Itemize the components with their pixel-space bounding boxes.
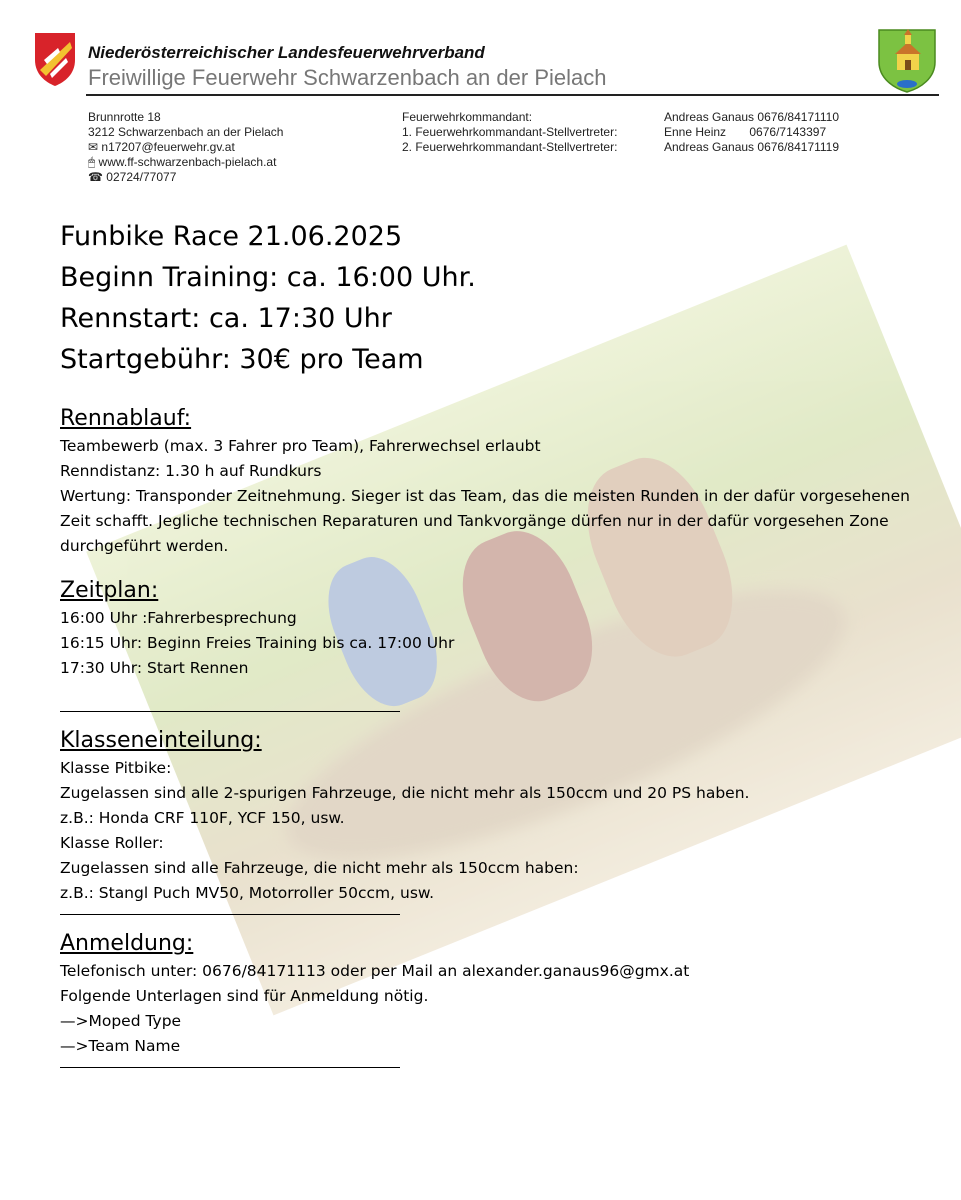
text-line: z.B.: Honda CRF 110F, YCF 150, usw.: [60, 809, 345, 827]
mouse-icon: 🖱: [88, 155, 96, 169]
header-divider: [86, 94, 939, 96]
town-coat-of-arms-icon: [877, 28, 937, 94]
training-time: Beginn Training: ca. 16:00 Uhr.: [60, 262, 476, 293]
section-heading: Klasseneinteilung:: [60, 728, 262, 753]
city: 3212 Schwarzenbach an der Pielach: [88, 125, 284, 139]
text-line: Klasse Roller:: [60, 834, 164, 852]
contact-persons: [664, 110, 839, 155]
person: Enne Heinz 0676/7143397: [664, 125, 827, 139]
role: 1. Feuerwehrkommandant-Stellvertreter:: [402, 125, 618, 139]
street: Brunnrotte 18: [88, 110, 161, 124]
phone: 02724/77077: [106, 170, 177, 184]
email: n17207@feuerwehr.gv.at: [101, 140, 235, 154]
letterhead: [32, 28, 937, 98]
person: Andreas Ganaus 0676/84171110: [664, 110, 840, 124]
text-line: Zugelassen sind alle Fahrzeuge, die nicht mehr als 150ccm haben:: [60, 859, 579, 877]
event-title: Funbike Race 21.06.2025: [60, 221, 403, 252]
text-line: 17:30 Uhr: Start Rennen: [60, 659, 249, 677]
text-line: Telefonisch unter: 0676/84171113 oder per Mail an alexander.ganaus96@gmx.at: [60, 962, 690, 980]
section-klassen: [60, 726, 940, 915]
section-heading: Anmeldung:: [60, 931, 194, 956]
flyer-content: [60, 216, 940, 1068]
role: Feuerwehrkommandant:: [402, 110, 533, 124]
association-name: Niederösterreichischer Landesfeuerwehrverband: [88, 43, 485, 62]
text-line: Teambewerb (max. 3 Fahrer pro Team), Fahrerwechsel erlaubt: [60, 437, 541, 455]
text-line: 16:00 Uhr :Fahrerbesprechung: [60, 609, 297, 627]
separator-line: [60, 1067, 400, 1068]
telephone-icon: ☎: [88, 170, 103, 184]
text-line: —>Team Name: [60, 1037, 181, 1055]
section-rennablauf: [60, 404, 940, 559]
contact-address: [88, 110, 283, 185]
entry-fee: Startgebühr: 30€ pro Team: [60, 344, 424, 375]
text-line: Renndistanz: 1.30 h auf Rundkurs: [60, 462, 322, 480]
text-line: Zugelassen sind alle 2-spurigen Fahrzeuge, die nicht mehr als 150ccm und 20 PS haben.: [60, 784, 750, 802]
web-row: [88, 155, 283, 170]
text-line: Klasse Pitbike:: [60, 759, 172, 777]
race-start: Rennstart: ca. 17:30 Uhr: [60, 303, 392, 334]
contact-roles: [402, 110, 617, 155]
role: 2. Feuerwehrkommandant-Stellvertreter:: [402, 140, 618, 154]
text-line: —>Moped Type: [60, 1012, 182, 1030]
person: Andreas Ganaus 0676/84171119: [664, 140, 840, 154]
phone-row: [88, 170, 283, 185]
section-zeitplan: [60, 576, 940, 712]
text-line: Folgende Unterlagen sind für Anmeldung nötig.: [60, 987, 429, 1005]
email-row: [88, 140, 283, 155]
separator-line: [60, 914, 400, 915]
fire-brigade-crest-icon: [32, 30, 78, 88]
envelope-icon: ✉: [88, 140, 99, 154]
section-heading: Rennablauf:: [60, 406, 192, 431]
section-anmeldung: [60, 929, 940, 1068]
text-line: z.B.: Stangl Puch MV50, Motorroller 50ccm, usw.: [60, 884, 435, 902]
text-line: 16:15 Uhr: Beginn Freies Training bis ca. 17:00 Uhr: [60, 634, 455, 652]
website: www.ff-schwarzenbach-pielach.at: [98, 155, 277, 169]
text-line: Wertung: Transponder Zeitnehmung. Sieger ist das Team, das die meisten Runden in der dafür vorgesehenen Zeit schafft. Jegliche technischen Reparaturen und Tankvorgänge dürfen nur in der dafür vorgesehen Zone durchgeführt werden.: [60, 487, 910, 555]
brigade-name: Freiwillige Feuerwehr Schwarzenbach an der Pielach: [88, 65, 607, 90]
section-heading: Zeitplan:: [60, 578, 159, 603]
separator-line: [60, 711, 400, 712]
